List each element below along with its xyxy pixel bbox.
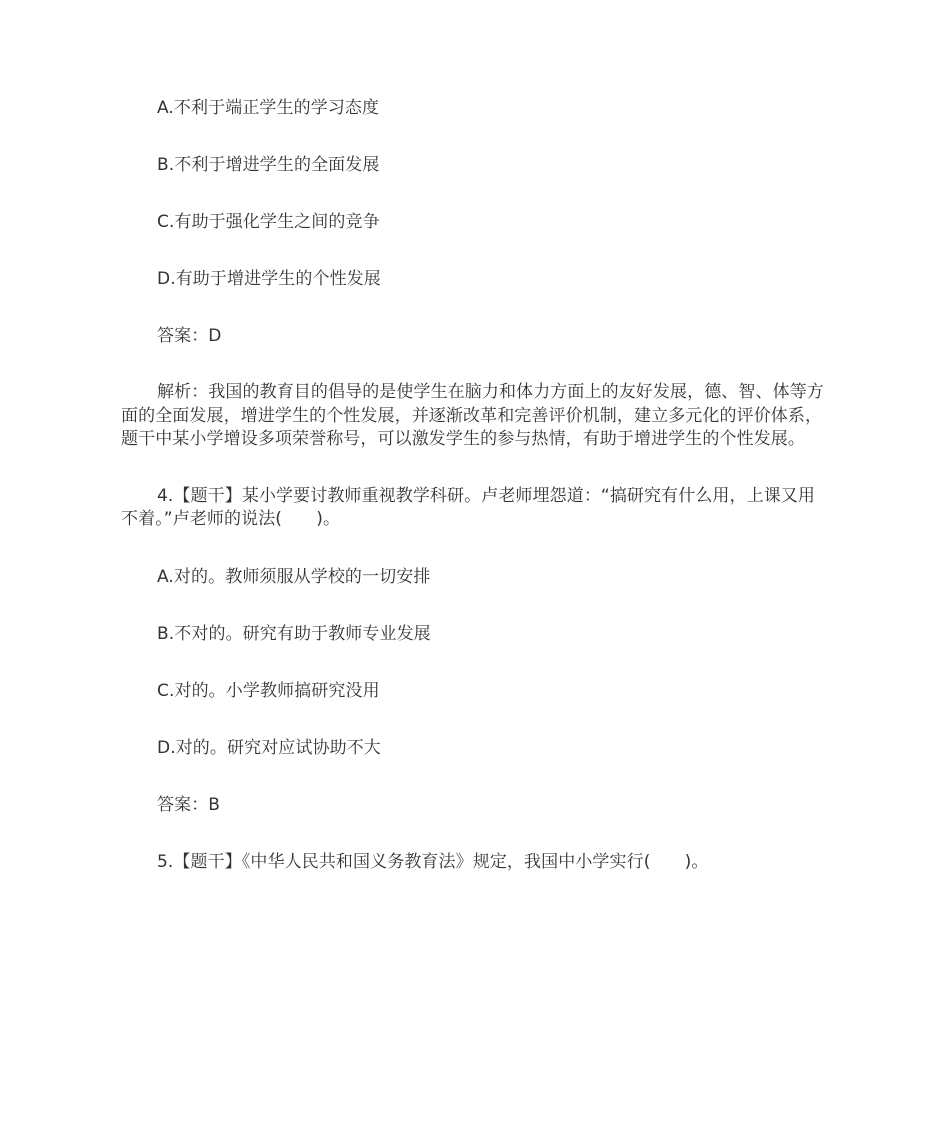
q3-option-a: A.不利于端正学生的学习态度 xyxy=(157,98,380,118)
q4-option-c: C.对的。小学教师搞研究没用 xyxy=(157,680,380,701)
q3-analysis: 解析：我国的教育目的倡导的是使学生在脑力和体力方面上的友好发展，德、智、体等方面的全面发展，增进学生的个性发展，并逐渐改革和完善评价机制，建立多元化的评价体系，题干中某小学增设多项荣誉称号，可以激发学生的参与热情，有助于增进学生的个性发展。 xyxy=(121,382,824,449)
q4-answer: 答案：B xyxy=(157,794,221,815)
q4-option-b: B.不对的。研究有助于教师专业发展 xyxy=(157,623,431,644)
q4-option-d: D.对的。研究对应试协助不大 xyxy=(157,737,381,758)
q3-option-c: C.有助于强化学生之间的竞争 xyxy=(157,212,380,232)
document-body xyxy=(121,96,831,874)
q3-option-b: B.不利于增进学生的全面发展 xyxy=(157,155,380,175)
q5-stem: 5.【题干】《中华人民共和国义务教育法》规定，我国中小学实行( )。 xyxy=(157,851,709,872)
q4-stem: 4.【题干】某小学要讨教师重视教学科研。卢老师埋怨道：“搞研究有什么用，上课又用不着。”卢老师的说法( )。 xyxy=(121,485,816,529)
q3-option-d: D.有助于增进学生的个性发展 xyxy=(157,269,381,289)
q4-option-a: A.对的。教师须服从学校的一切安排 xyxy=(157,566,431,587)
q3-answer: 答案：D xyxy=(157,326,222,346)
